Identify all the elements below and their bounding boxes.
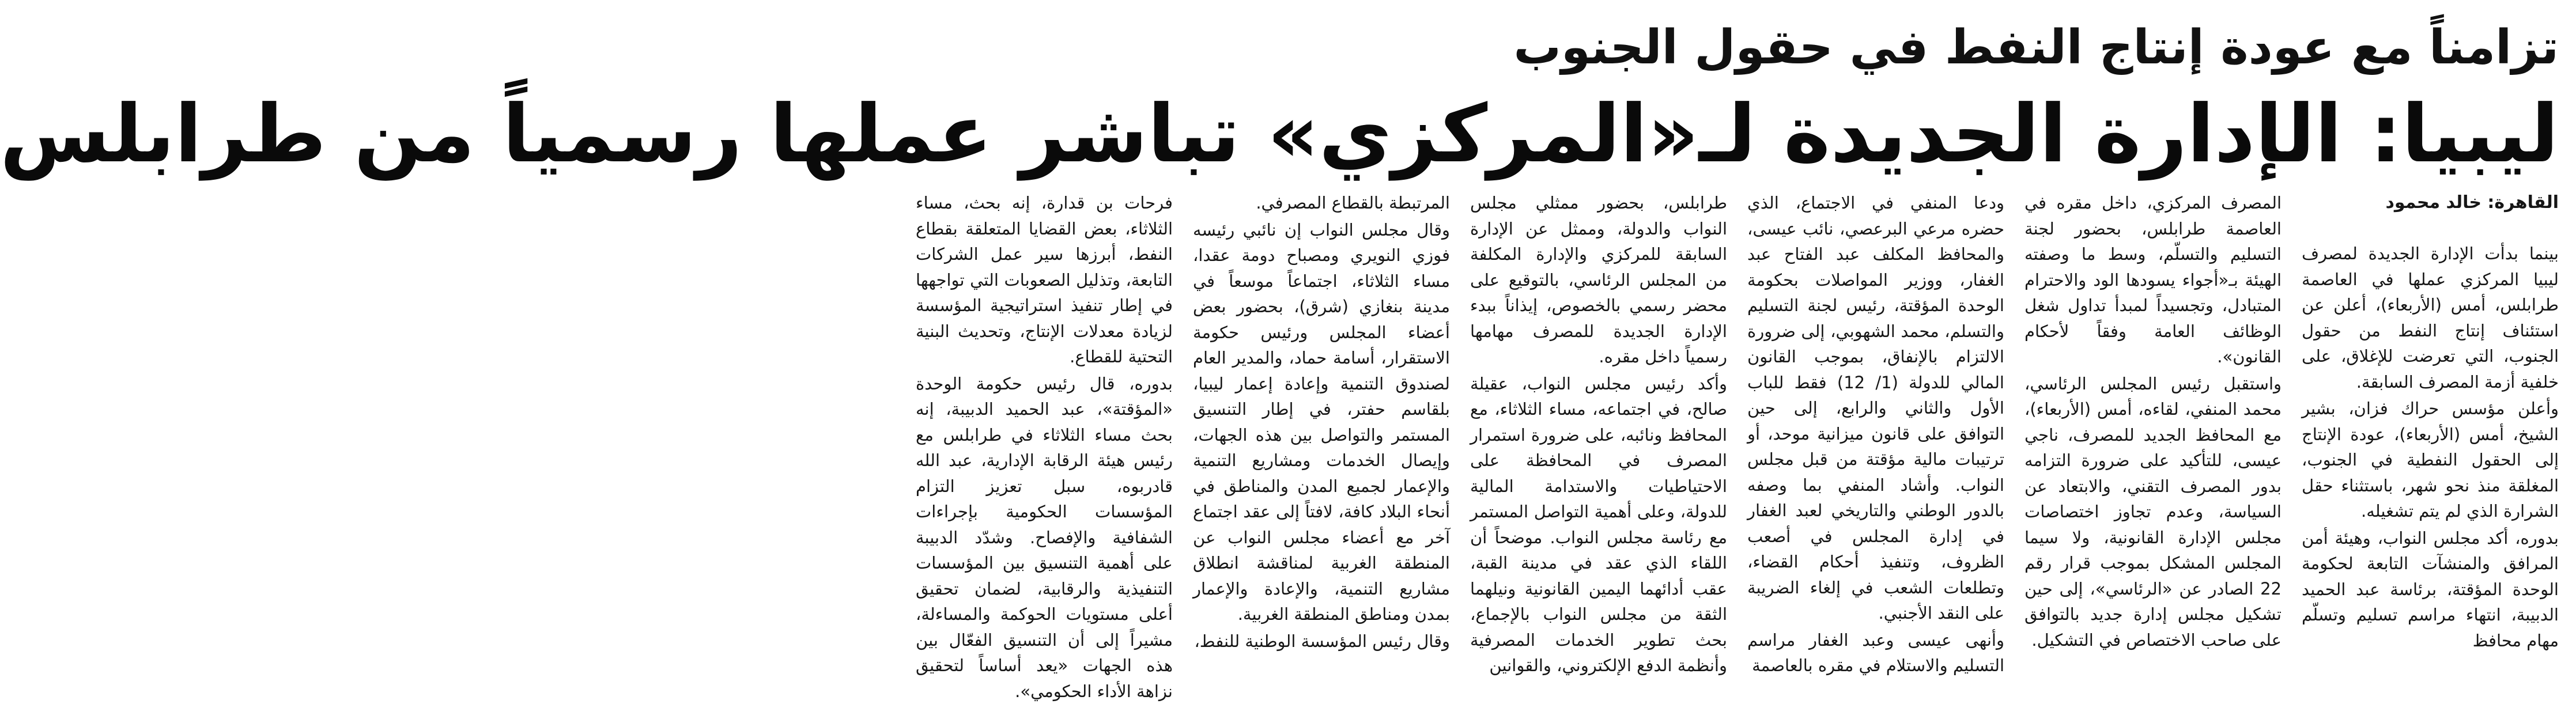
article-paragraph: المرتبطة بالقطاع المصرفي. bbox=[1193, 190, 1450, 216]
article-column-3 bbox=[1747, 190, 2004, 668]
article-byline: القاهرة: خالد محمود bbox=[2302, 190, 2559, 215]
article-paragraph: وأكد رئيس مجلس النواب، عقيلة صالح، في اجتماعه، مساء الثلاثاء، مع المحافظ ونائبه، على ضرورة استمرار المصرف في المحافظة على الاحتياطيات والاستدامة المالية للدولة، وعلى أهمية التواصل المستمر مع رئاسة مجلس النواب. موضحاً أن اللقاء الذي عقد في مدينة القبة، عقب أدائهما اليمين القانونية ونيلهما الثقة من مجلس النواب بالإجماع، بحث تطوير الخدمات المصرفية وأنظمة الدفع الإلكتروني، والقوانين bbox=[1470, 371, 1727, 679]
article-paragraph: وأنهى عيسى وعبد الغفار مراسم التسليم والاستلام في مقره بالعاصمة bbox=[1747, 627, 2004, 679]
article-body bbox=[639, 190, 2559, 668]
article-column-6 bbox=[916, 190, 1173, 668]
article-paragraph: ودعا المنفي في الاجتماع، الذي حضره مرعي البرعصي، نائب عيسى، والمحافظ المكلف عبد الفتاح عبد الغفار، ووزير المواصلات بحكومة الوحدة المؤقتة، رئيس لجنة التسليم والتسلم، محمد الشهوبي، إلى ضرورة الالتزام بالإنفاق، بموجب القانون المالي للدولة (1/ 12) فقط للباب الأول والثاني والرابع، إلى حين التوافق على قانون ميزانية موحد، أو ترتيبات مالية مؤقتة من قبل مجلس النواب. وأشاد المنفي بما وصفه بالدور الوطني والتاريخي لعبد الغفار في إدارة المجلس في أصعب الظروف، وتنفيذ أحكام القضاء، وتطلعات الشعب في إلغاء الضريبة على النقد الأجنبي. bbox=[1747, 190, 2004, 626]
article-paragraph: وقال مجلس النواب إن نائبي رئيسه فوزي النويري ومصباح دومة عقدا، مساء الثلاثاء، اجتماعاً موسعاً في مدينة بنغازي (شرق)، بحضور بعض أعضاء المجلس ورئيس حكومة الاستقرار، أسامة حماد، والمدير العام لصندوق التنمية وإعادة إعمار ليبيا، بلقاسم حفتر، في إطار التنسيق المستمر والتواصل بين هذه الجهات، وإيصال الخدمات ومشاريع التنمية والإعمار لجميع المدن والمناطق في أنحاء البلاد كافة، لافتاً إلى عقد اجتماع آخر مع أعضاء مجلس النواب عن المنطقة الغربية لمناقشة انطلاق مشاريع التنمية، والإعادة والإعمار بمدن ومناطق المنطقة الغربية. bbox=[1193, 217, 1450, 627]
article-column-2 bbox=[2024, 190, 2282, 668]
article-paragraph: فرحات بن قدارة، إنه بحث، مساء الثلاثاء، بعض القضايا المتعلقة بقطاع النفط، أبرزها سير عمل الشركات التابعة، وتذليل الصعوبات التي تواجهها في إطار تنفيذ استراتيجية المؤسسة لزيادة معدلات الإنتاج، وتحديث البنية التحتية للقطاع. bbox=[916, 190, 1173, 370]
article-column-5 bbox=[1193, 190, 1450, 668]
article-column-1 bbox=[2302, 190, 2559, 668]
article-paragraph: بدوره، قال رئيس حكومة الوحدة «المؤقتة»، عبد الحميد الدبيبة، إنه بحث مساء الثلاثاء في طرابلس مع رئيس هيئة الرقابة الإدارية، عبد الله قادربوه، سبل تعزيز التزام المؤسسات الحكومية بإجراءات الشفافية والإفصاح. وشدّد الدبيبة على أهمية التنسيق بين المؤسسات التنفيذية والرقابية، لضمان تحقيق أعلى مستويات الحوكمة والمساءلة، مشيراً إلى أن التنسيق الفعّال بين هذه الجهات «يعد أساساً لتحقيق نزاهة الأداء الحكومي». bbox=[916, 371, 1173, 704]
article-paragraph: وقال رئيس المؤسسة الوطنية للنفط، bbox=[1193, 629, 1450, 654]
article-column-4 bbox=[1470, 190, 1727, 668]
article-headline: ليبيا: الإدارة الجديدة لـ«المركزي» تباشر عملها رسمياً من طرابلس bbox=[639, 84, 2559, 184]
article-paragraph: واستقبل رئيس المجلس الرئاسي، محمد المنفي، لقاءه، أمس (الأربعاء)، مع المحافظ الجديد للمصرف، ناجي عيسى، للتأكيد على ضرورة التزامه بدور المصرف التقني، والابتعاد عن السياسة، وعدم تجاوز اختصاصات مجلس الإدارة القانونية، ولا سيما المجلس المشكل بموجب قرار رقم 22 الصادر عن «الرئاسي»، إلى حين تشكيل مجلس إدارة جديد بالتوافق على صاحب الاختصاص في التشكيل. bbox=[2024, 371, 2282, 653]
newspaper-page bbox=[622, 0, 2576, 676]
article-paragraph: بدوره، أكد مجلس النواب، وهيئة أمن المرافق والمنشآت التابعة لحكومة الوحدة المؤقتة، برئاسة عبد الحميد الدبيبة، انتهاء مراسم تسليم وتسلّم مهام محافظ bbox=[2302, 525, 2559, 654]
article-paragraph: طرابلس، بحضور ممثلي مجلس النواب والدولة، وممثل عن الإدارة السابقة للمركزي والإدارة المكلفة من المجلس الرئاسي، بالتوقيع على محضر رسمي بالخصوص، إيذاناً ببدء الإدارة الجديدة للمصرف مهامها رسمياً داخل مقره. bbox=[1470, 190, 1727, 370]
article-kicker: تزامناً مع عودة إنتاج النفط في حقول الجنوب bbox=[639, 16, 2559, 80]
article-paragraph: بينما بدأت الإدارة الجديدة لمصرف ليبيا المركزي عملها في العاصمة طرابلس، أمس (الأربعاء)، أعلن عن استئناف إنتاج النفط من حقول الجنوب، التي تعرضت للإغلاق، على خلفية أزمة المصرف السابقة. bbox=[2302, 241, 2559, 395]
article-paragraph: وأعلن مؤسس حراك فزان، بشير الشيخ، أمس (الأربعاء)، عودة الإنتاج إلى الحقول النفطية في الجنوب، المغلقة منذ نحو شهر، باستثناء حقل الشرارة الذي لم يتم تشغيله. bbox=[2302, 396, 2559, 524]
article-paragraph: المصرف المركزي، داخل مقره في العاصمة طرابلس، بحضور لجنة التسليم والتسلّم، وسط ما وصفته الهيئة بـ«أجواء يسودها الود والاحترام المتبادل، وتجسيداً لمبدأ تداول شغل الوظائف العامة وفقاً لأحكام القانون». bbox=[2024, 190, 2282, 370]
